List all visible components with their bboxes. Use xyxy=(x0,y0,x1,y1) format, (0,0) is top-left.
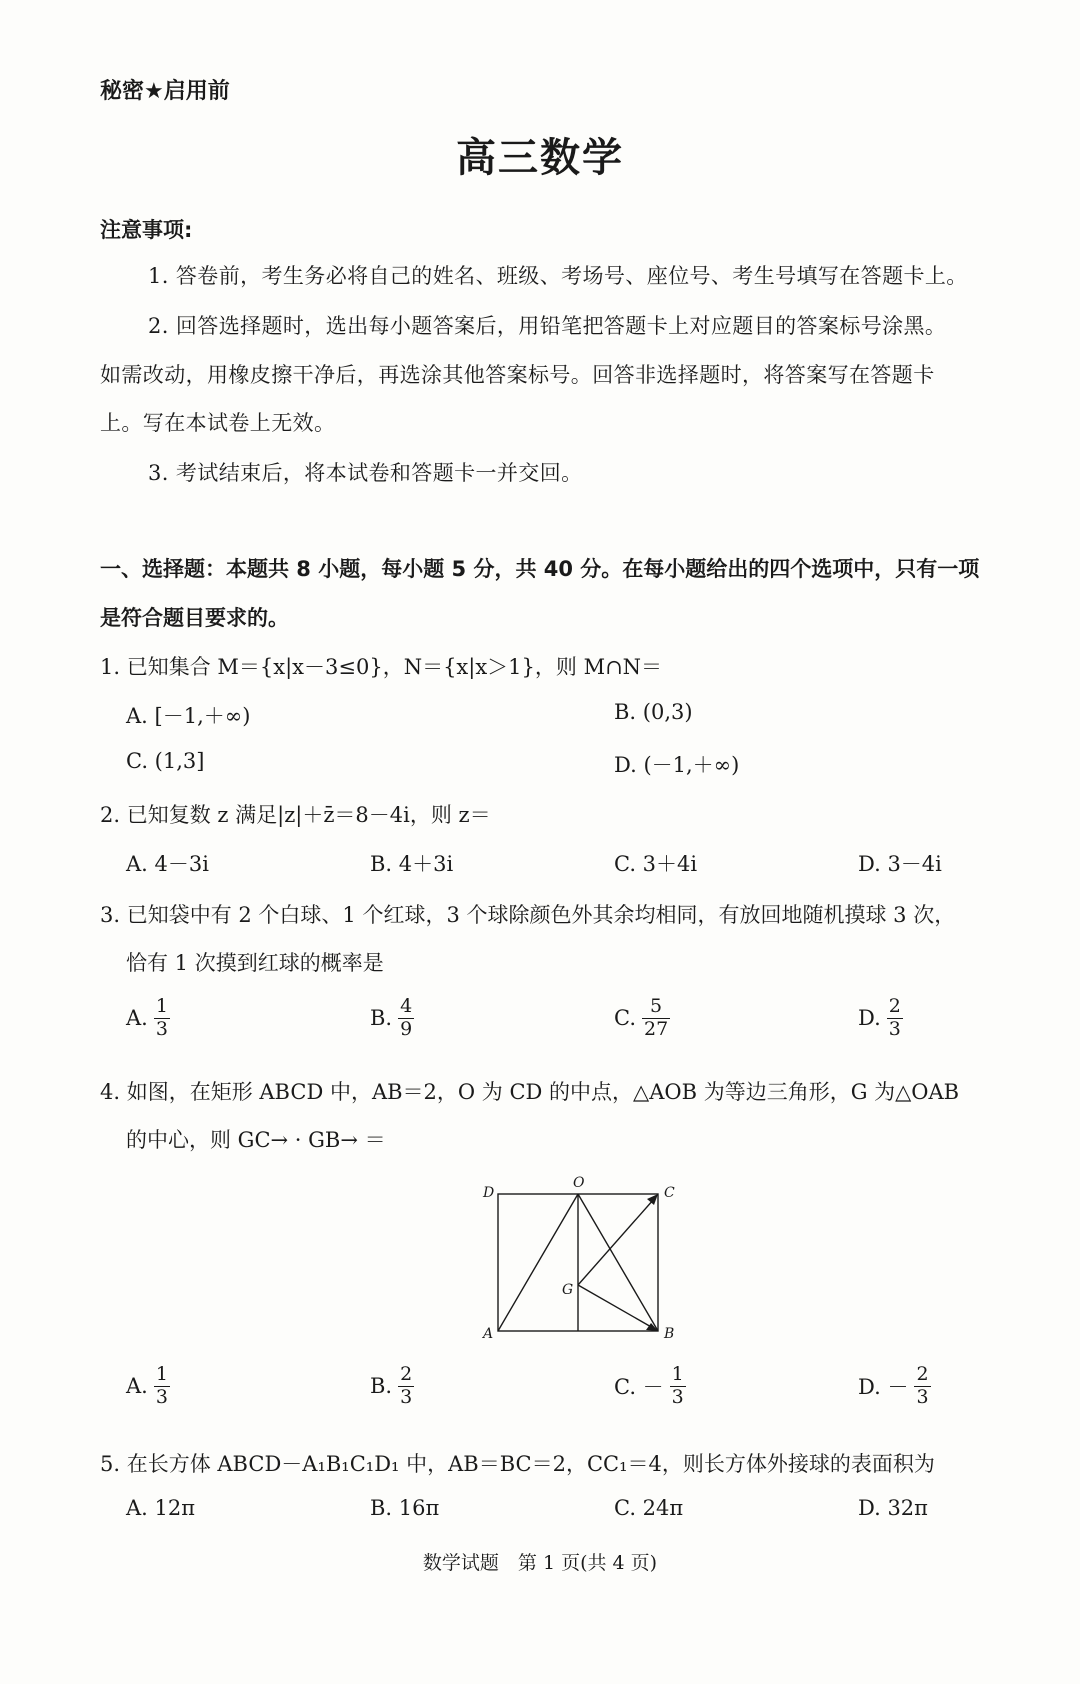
label-c: C xyxy=(664,1185,675,1201)
question-3-option-d xyxy=(858,996,903,1041)
denominator: 3 xyxy=(155,1385,168,1408)
numerator: 1 xyxy=(155,1363,168,1385)
question-2-stem: 2. 已知复数 z 满足|z|＋z̄＝8－4i，则 z＝ xyxy=(100,803,491,827)
label-d: D xyxy=(483,1185,495,1201)
segment-ao xyxy=(498,1194,578,1331)
denominator: 3 xyxy=(888,1017,901,1040)
label-a: A xyxy=(483,1326,494,1342)
fraction xyxy=(914,1364,930,1409)
question-4-stem-line-2: 的中心，则 GC→ · GB→ ＝ xyxy=(126,1128,386,1152)
fraction xyxy=(887,996,903,1041)
option-label: D. － xyxy=(858,1375,909,1400)
page-title: 高三数学 xyxy=(456,135,624,181)
option-label: C. － xyxy=(614,1375,664,1400)
question-3-stem-line-2: 恰有 1 次摸到红球的概率是 xyxy=(126,951,384,975)
numerator: 5 xyxy=(642,996,670,1019)
denominator: 3 xyxy=(155,1017,168,1040)
question-4-option-a xyxy=(126,1364,170,1409)
denominator: 27 xyxy=(644,1017,669,1040)
denominator: 3 xyxy=(916,1385,929,1408)
option-label: B. xyxy=(370,1374,393,1399)
question-4-option-d xyxy=(858,1364,931,1409)
segment-ob xyxy=(578,1194,658,1331)
question-5-option-b: B. 16π xyxy=(370,1496,440,1520)
option-label: A. xyxy=(126,1374,148,1399)
label-b: B xyxy=(664,1326,675,1342)
numerator: 2 xyxy=(400,1363,413,1385)
fraction xyxy=(642,996,670,1041)
question-1-option-d: D. (－1,＋∞) xyxy=(614,753,740,777)
option-label: B. xyxy=(370,1006,393,1031)
numerator: 1 xyxy=(155,995,168,1017)
option-label: A. xyxy=(126,1006,148,1031)
fraction xyxy=(398,996,414,1041)
section-heading-line-1: 一、选择题：本题共 8 小题，每小题 5 分，共 40 分。在每小题给出的四个选项中，只有一项 xyxy=(100,557,980,581)
question-5-option-c: C. 24π xyxy=(614,1496,684,1520)
fraction xyxy=(398,1364,414,1409)
notice-heading: 注意事项: xyxy=(100,218,193,242)
numerator: 1 xyxy=(671,1363,684,1385)
question-3-option-c xyxy=(614,996,670,1041)
vector-gb xyxy=(578,1285,653,1328)
arrowhead-c xyxy=(647,1194,658,1205)
fraction xyxy=(154,996,170,1041)
vector-gc xyxy=(578,1199,654,1285)
question-2-option-a: A. 4－3i xyxy=(126,852,209,876)
label-g: G xyxy=(562,1282,574,1298)
notice-item-2-line-3: 上。写在本试卷上无效。 xyxy=(100,411,336,435)
fraction xyxy=(154,1364,170,1409)
numerator: 4 xyxy=(400,995,413,1017)
notice-item-2-line-1: 2. 回答选择题时，选出每小题答案后，用铅笔把答题卡上对应题目的答案标号涂黑。 xyxy=(148,314,947,338)
question-1-stem: 1. 已知集合 M＝{x|x－3≤0}，N＝{x|x＞1}，则 M∩N＝ xyxy=(100,655,663,679)
notice-item-2-line-2: 如需改动，用橡皮擦干净后，再选涂其他答案标号。回答非选择题时，将答案写在答题卡 xyxy=(100,363,935,387)
option-label: D. xyxy=(858,1006,881,1031)
rectangle-figure xyxy=(476,1172,686,1342)
fraction xyxy=(670,1364,686,1409)
question-2-option-d: D. 3－4i xyxy=(858,852,942,876)
question-4-stem-line-1: 4. 如图，在矩形 ABCD 中，AB＝2，O 为 CD 的中点，△AOB 为等边三角形，G 为△OAB xyxy=(100,1080,960,1104)
question-1-option-a: A. [－1,＋∞) xyxy=(126,704,251,728)
notice-item-1: 1. 答卷前，考生务必将自己的姓名、班级、考场号、座位号、考生号填写在答题卡上。 xyxy=(148,264,968,288)
denominator: 3 xyxy=(671,1385,684,1408)
option-label: C. xyxy=(614,1006,636,1031)
denominator: 3 xyxy=(400,1385,413,1408)
page-footer: 数学试题 第 1 页(共 4 页) xyxy=(422,1552,658,1574)
question-5-option-d: D. 32π xyxy=(858,1496,928,1520)
question-3-option-a xyxy=(126,996,170,1041)
question-4-option-b xyxy=(370,1364,414,1409)
confidential-label: 秘密★启用前 xyxy=(100,79,230,104)
denominator: 9 xyxy=(400,1017,413,1040)
question-2-option-b: B. 4＋3i xyxy=(370,852,454,876)
question-1-option-b: B. (0,3) xyxy=(614,700,693,724)
label-o: O xyxy=(573,1175,585,1191)
question-2-option-c: C. 3＋4i xyxy=(614,852,698,876)
question-3-option-b xyxy=(370,996,414,1041)
numerator: 2 xyxy=(916,1363,929,1385)
question-1-option-c: C. (1,3] xyxy=(126,749,205,773)
section-heading-line-2: 是符合题目要求的。 xyxy=(100,606,289,630)
numerator: 2 xyxy=(888,995,901,1017)
question-5-option-a: A. 12π xyxy=(126,1496,196,1520)
question-5-stem: 5. 在长方体 ABCD－A₁B₁C₁D₁ 中，AB＝BC＝2，CC₁＝4，则长方体外接球的表面积为 xyxy=(100,1452,935,1476)
question-4-option-c xyxy=(614,1364,686,1409)
question-3-stem-line-1: 3. 已知袋中有 2 个白球、1 个红球，3 个球除颜色外其余均相同，有放回地随机摸球 3 次， xyxy=(100,903,956,927)
notice-item-3: 3. 考试结束后，将本试卷和答题卡一并交回。 xyxy=(148,461,583,485)
